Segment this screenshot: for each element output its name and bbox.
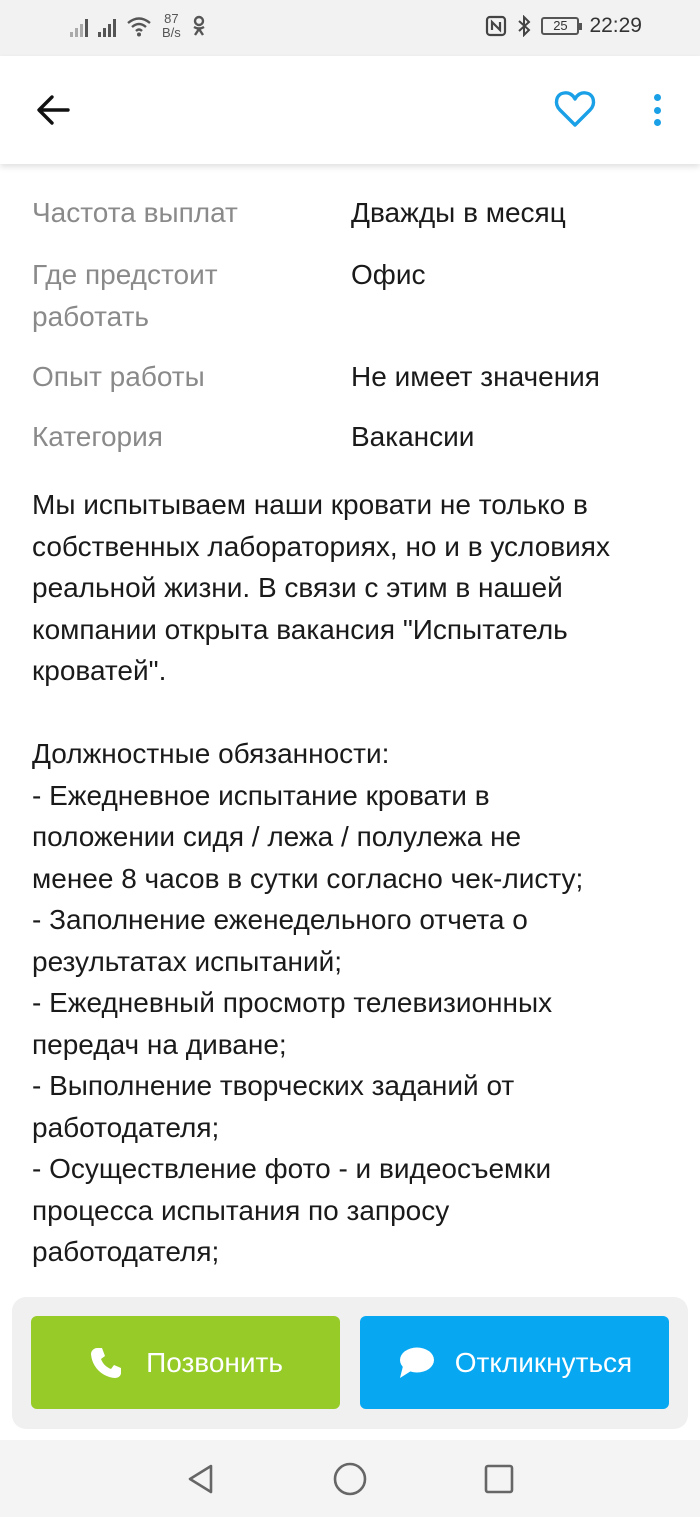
detail-label: Частота выплат — [32, 197, 238, 228]
nav-back-icon[interactable] — [184, 1462, 218, 1496]
call-button[interactable] — [31, 1316, 340, 1409]
duties-title: Должностные обязанности: — [32, 738, 390, 769]
odnoklassniki-icon — [191, 15, 207, 37]
detail-label: Где предстоит работать — [32, 259, 218, 332]
duty-line: передач на диване; — [32, 1028, 287, 1060]
arrow-left-icon — [32, 90, 76, 130]
system-nav-bar — [0, 1440, 700, 1517]
network-speed — [162, 12, 181, 40]
heart-outline-icon — [552, 86, 598, 132]
content-continuation — [32, 1428, 672, 1440]
back-button[interactable] — [32, 90, 76, 130]
status-bar — [0, 0, 700, 56]
status-bar-left — [70, 12, 207, 40]
signal-icon — [70, 15, 88, 37]
duty-line: - Заполнение еженедельного отчета о — [32, 904, 528, 935]
description-line: реальной жизни. В связи с этим в нашей — [32, 572, 563, 603]
phone-icon — [88, 1345, 124, 1381]
duty-line: - Ежедневный просмотр телевизионных — [32, 987, 553, 1018]
signal-icon — [98, 15, 116, 37]
more-vertical-icon — [654, 94, 661, 101]
vacancy-content — [0, 164, 700, 1304]
battery-icon: 25 — [541, 17, 579, 35]
reply-button-label: Откликнуться — [454, 1346, 633, 1378]
vacancy-description — [32, 484, 682, 1273]
network-speed-unit: B/s — [162, 25, 181, 40]
duty-line: процесса испытания по запросу — [32, 1194, 450, 1226]
description-line: кроватей". — [32, 655, 167, 686]
duty-line: - Ежедневное испытание кровати в — [32, 779, 490, 811]
duty-line: результатах испытаний; — [32, 945, 343, 977]
duty-line: - Осуществление фото - и видеосъемки — [32, 1153, 552, 1184]
description-line: Мы испытываем наши кровати не только в — [32, 489, 588, 520]
action-panel — [12, 1297, 688, 1429]
nfc-icon — [485, 15, 507, 37]
favorite-button[interactable] — [552, 86, 598, 132]
detail-value: Вакансии — [351, 421, 475, 452]
bluetooth-icon — [517, 15, 531, 37]
wifi-icon — [126, 15, 152, 37]
description-line: компании открыта вакансия "Испытатель — [32, 613, 568, 645]
network-speed-value: 87 — [164, 11, 179, 26]
more-options-button[interactable] — [642, 88, 672, 132]
detail-value: Не имеет значения — [351, 361, 600, 392]
call-button-label: Позвонить — [146, 1346, 283, 1378]
status-bar-right — [485, 14, 642, 38]
duty-line: менее 8 часов в сутки согласно чек-листу; — [32, 862, 584, 894]
nav-home-icon[interactable] — [332, 1461, 368, 1497]
duty-line: - Выполнение творческих заданий от — [32, 1070, 515, 1101]
chat-bubble-icon — [397, 1346, 435, 1380]
duty-line: положении сидя / лежа / полулежа не — [32, 821, 522, 852]
description-line: собственных лабораториях, но и в условиях — [32, 530, 610, 562]
reply-button[interactable] — [360, 1316, 669, 1409]
detail-value: Офис — [351, 259, 426, 290]
app-bar — [0, 56, 700, 164]
duty-line: работодателя; — [32, 1236, 220, 1267]
duty-line: работодателя; — [32, 1111, 220, 1143]
nav-recent-icon[interactable] — [483, 1463, 515, 1495]
detail-value: Дважды в месяц — [351, 197, 566, 228]
detail-label: Опыт работы — [32, 361, 205, 392]
clock: 22:29 — [589, 14, 642, 37]
detail-label: Категория — [32, 421, 163, 452]
